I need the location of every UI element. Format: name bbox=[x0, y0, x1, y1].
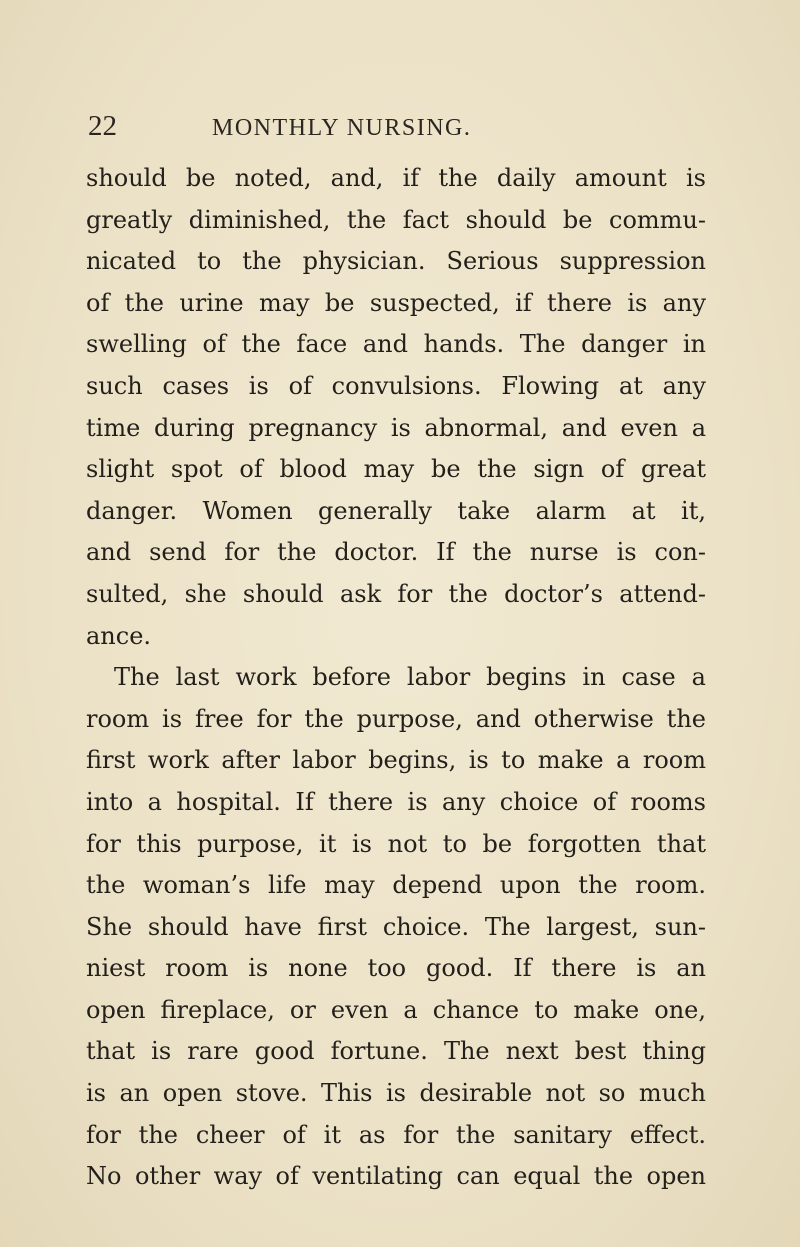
body-text bbox=[86, 158, 706, 1198]
running-head: MONTHLY NURSING. bbox=[212, 115, 472, 141]
page-header bbox=[88, 108, 708, 144]
paragraph-end-line: ance. bbox=[86, 621, 152, 650]
text-line: first work after labor begins, is to make a room bbox=[86, 746, 706, 775]
text-line: of the urine may be suspected, if there is any bbox=[86, 288, 706, 317]
text-line: No other way of ventilating can equal the open bbox=[86, 1162, 706, 1191]
text-line: time during pregnancy is abnormal, and even a bbox=[86, 413, 706, 442]
page-number: 22 bbox=[88, 110, 117, 142]
text-line: open fireplace, or even a chance to make one, bbox=[86, 995, 706, 1024]
text-line: such cases is of convulsions. Flowing at any bbox=[86, 371, 706, 400]
text-line: She should have first choice. The largest, sun- bbox=[86, 912, 706, 941]
text-line: slight spot of blood may be the sign of great bbox=[86, 455, 706, 484]
text-line: sulted, she should ask for the doctor’s attend- bbox=[86, 579, 706, 608]
text-line: nicated to the physician. Serious suppression bbox=[86, 247, 706, 276]
text-line: for the cheer of it as for the sanitary effect. bbox=[86, 1120, 706, 1149]
text-line: the woman’s life may depend upon the room. bbox=[86, 871, 706, 900]
text-line: greatly diminished, the fact should be commu- bbox=[86, 205, 706, 234]
paragraph-first-line: The last work before labor begins in case a bbox=[114, 663, 706, 692]
text-line: danger. Women generally take alarm at it, bbox=[86, 496, 706, 525]
text-line: niest room is none too good. If there is an bbox=[86, 954, 706, 983]
text-line: is an open stove. This is desirable not so much bbox=[86, 1079, 706, 1108]
text-line: for this purpose, it is not to be forgotten that bbox=[86, 829, 706, 858]
text-line: and send for the doctor. If the nurse is con- bbox=[86, 538, 706, 567]
text-line: should be noted, and, if the daily amount is bbox=[86, 164, 706, 192]
text-line: into a hospital. If there is any choice of rooms bbox=[86, 787, 706, 816]
text-line: room is free for the purpose, and otherwise the bbox=[86, 704, 706, 733]
text-line: that is rare good fortune. The next best thing bbox=[86, 1037, 706, 1066]
text-line: swelling of the face and hands. The danger in bbox=[86, 330, 706, 359]
